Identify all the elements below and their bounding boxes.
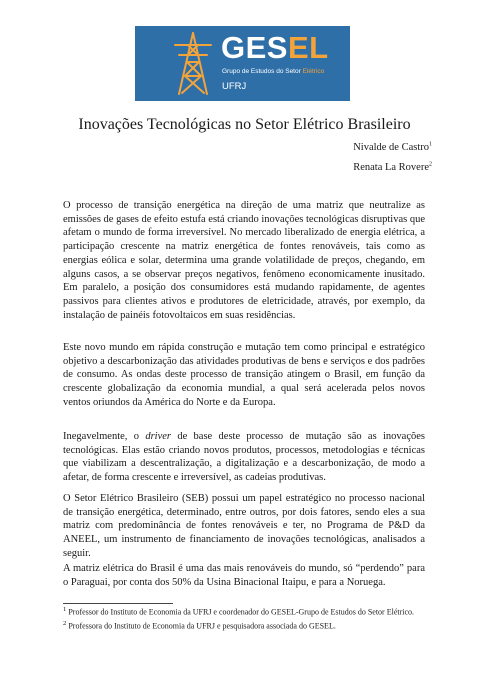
paragraph-5 bbox=[63, 562, 425, 589]
wordmark-part-el: EL bbox=[287, 30, 329, 65]
paragraph-text-start: Inegavelmente, o bbox=[63, 431, 146, 442]
author-name: Nivalde de Castro bbox=[353, 142, 429, 153]
wordmark-part-ges: GES bbox=[221, 30, 288, 65]
gesel-logo-banner bbox=[135, 26, 350, 101]
paragraph-3 bbox=[63, 430, 425, 485]
paragraph-text: A matriz elétrica do Brasil é uma das mais renováveis do mundo, só “perdendo” para o Paraguai, por conta dos 50% da Usina Binacional Itaipu, e para a Noruega. bbox=[63, 563, 425, 588]
author-name: Renata La Rovere bbox=[353, 162, 429, 173]
paragraph-text bbox=[63, 430, 425, 485]
document-title: Inovações Tecnológicas no Setor Elétrico Brasileiro bbox=[78, 116, 411, 133]
author-footnote-mark: 2 bbox=[429, 161, 432, 168]
author-2 bbox=[353, 162, 432, 173]
logo-subtitle bbox=[222, 68, 324, 75]
paragraph-2 bbox=[63, 341, 425, 410]
paragraph-text: O Setor Elétrico Brasileiro (SEB) possui um papel estratégico no processo nacional de transição energética, determinado, entre outros, por dois fatores, sendo eles a sua matriz com predominância de fontes renováveis e ter, no Programa de P&D da ANEEL, um instrumento de financiamento de inovações tecnológicas, analisados a seguir. bbox=[63, 493, 425, 559]
paragraph-text: Este novo mundo em rápida construção e mutação tem como principal e estratégico objetivo a descarbonização das atividades produtivas de bens e serviços e dos padrões de consumo. As ondas deste processo de transição atingem o Brasil, em função da crescente globalização da economia mundial, a qual será acelerada pelos novos ventos oriundos da América do Norte e da Europa. bbox=[63, 342, 425, 408]
footnotes bbox=[63, 605, 425, 632]
author-1 bbox=[353, 142, 432, 153]
transmission-tower-icon bbox=[173, 32, 213, 95]
paragraph-4 bbox=[63, 492, 425, 561]
logo-subtitle-accent: Elétrico bbox=[302, 68, 325, 75]
paragraph-italic-term: driver bbox=[145, 431, 171, 442]
footnote-separator bbox=[63, 603, 173, 604]
footnote-mark: 1 bbox=[63, 606, 67, 613]
footnote-text: Professor do Instituto de Economia da UFRJ e coordenador do GESEL-Grupo de Estudos do Setor Elétrico. bbox=[66, 607, 415, 617]
paragraph-1 bbox=[63, 199, 425, 322]
gesel-wordmark bbox=[221, 32, 329, 63]
footnote-mark: 2 bbox=[63, 619, 67, 627]
footnote-text: Professora do Instituto de Economia da UFRJ e pesquisadora associada do GESEL. bbox=[66, 621, 336, 631]
footnote-1 bbox=[63, 605, 425, 618]
paragraph-text: O processo de transição energética na direção de uma matriz que neutralize as emissões de gases de efeito estufa está criando inovações tecnológicas disruptivas que afetam o mundo de forma irreversível. No mercado liberalizado de energia elétrica, a participação crescente na matriz energética de fontes renováveis, tais como as energias eólica e solar, determina uma grande volatilidade de preços, chegando, em alguns casos, a se observar preços negativos, fenômeno economicamente inusitado. Em paralelo, a posição dos consumidores está mudando rapidamente, de agentes passivos para clientes ativos e produtores de eletricidade, através, por exemplo, da instalação de painéis fotovoltaicos em suas residências. bbox=[63, 200, 425, 321]
footnote-2 bbox=[63, 619, 425, 632]
paragraph-text-end: de base deste processo de mutação são as inovações tecnológicas. Elas estão criando novos produtos, processos, metodologias e técnicas que viabilizam a descentralização, a digitalização e a descarbonização, de modo a afetar, de forma crescente e irreversível, as cadeias produtivas. bbox=[63, 431, 425, 484]
logo-subtitle-text: Grupo de Estudos do Setor bbox=[222, 68, 303, 75]
logo-institution: UFRJ bbox=[222, 81, 247, 92]
author-footnote-mark: 1 bbox=[429, 141, 432, 148]
